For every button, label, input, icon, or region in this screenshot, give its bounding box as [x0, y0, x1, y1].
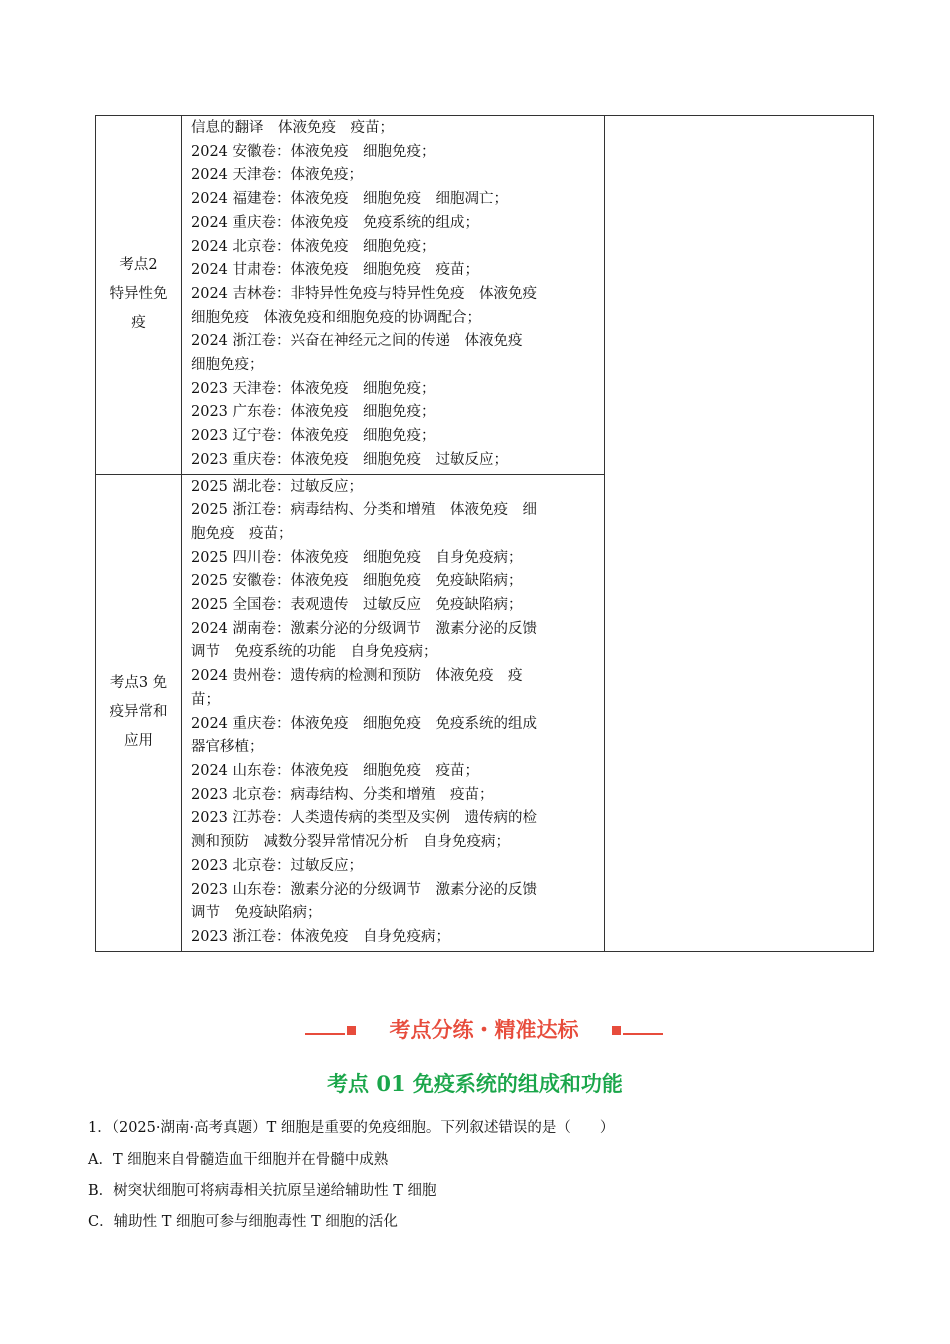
answer-option: A．T 细胞来自骨髓造血干细胞并在骨髓中成熟: [88, 1152, 389, 1168]
topic-cell: [96, 474, 182, 951]
paper-line: 胞免疫 疫苗；: [191, 525, 293, 542]
paper-line: 信息的翻译 体液免疫 疫苗；: [191, 120, 394, 136]
paper-line: 2024 山东卷：体液免疫 细胞免疫 疫苗；: [191, 762, 480, 779]
paper-line: 器官移植；: [191, 739, 264, 756]
paper-line: 2023 广东卷：体液免疫 细胞免疫；: [191, 404, 436, 421]
paper-line: 2024 甘肃卷：体液免疫 细胞免疫 疫苗；: [191, 262, 480, 279]
paper-line: 2024 重庆卷：体液免疫 细胞免疫 免疫系统的组成: [191, 715, 538, 732]
exam-topic-table: [95, 115, 874, 952]
paper-line: 2024 安徽卷：体液免疫 细胞免疫；: [191, 143, 436, 160]
paper-line: 苗；: [191, 691, 220, 708]
banner-square-icon: [347, 1026, 356, 1035]
question-stem: 1．（2025·湖南·高考真题）T 细胞是重要的免疫细胞。下列叙述错误的是（ ）: [88, 1120, 615, 1136]
paper-line: 细胞免疫 体液免疫和细胞免疫的协调配合；: [191, 309, 481, 326]
paper-line: 调节 免疫系统的功能 自身免疫病；: [191, 644, 438, 661]
exam-papers-cell: [182, 474, 605, 951]
banner-square-icon: [612, 1026, 621, 1035]
paper-line: 2024 浙江卷：兴奋在神经元之间的传递 体液免疫: [191, 333, 523, 350]
topic-label: 特异性免: [109, 286, 168, 303]
exam-papers-cell: [182, 116, 605, 475]
paper-line: 2023 浙江卷：体液免疫 自身免疫病；: [191, 928, 451, 945]
banner-text: 考点分练・精准达标: [389, 1018, 579, 1042]
paper-line: 2023 北京卷：病毒结构、分类和增殖 疫苗；: [191, 786, 494, 803]
paper-line: 2024 贵州卷：遗传病的检测和预防 体液免疫 疫: [191, 668, 523, 685]
paper-line: 细胞免疫；: [191, 357, 264, 374]
topic-label: 考点2: [119, 257, 158, 274]
topic-label: 疫: [131, 315, 146, 332]
section-banner: [305, 1010, 663, 1048]
paper-line: 2024 湖南卷：激素分泌的分级调节 激素分泌的反馈: [191, 620, 538, 637]
paper-line: 2024 重庆卷：体液免疫 免疫系统的组成；: [191, 214, 480, 231]
banner-rule-left: [305, 1033, 345, 1035]
paper-line: 2023 山东卷：激素分泌的分级调节 激素分泌的反馈: [191, 881, 538, 898]
paper-line: 2025 全国卷：表观遗传 过敏反应 免疫缺陷病；: [191, 597, 523, 614]
topic-label: 应用: [124, 733, 153, 750]
paper-line: 测和预防 减数分裂异常情况分析 自身免疫病；: [191, 834, 510, 851]
topic-cell: [96, 116, 182, 475]
topic-label: 考点3 免: [109, 675, 168, 692]
table-row: [96, 116, 874, 475]
topic-label: 疫异常和: [109, 704, 168, 721]
paper-line: 2025 浙江卷：病毒结构、分类和增殖 体液免疫 细: [191, 502, 538, 519]
notes-cell: [605, 116, 874, 952]
paper-line: 2023 北京卷：过敏反应；: [191, 857, 364, 874]
paper-line: 调节 免疫缺陷病；: [191, 905, 322, 922]
paper-line: 2025 湖北卷：过敏反应；: [191, 478, 364, 495]
paper-line: 2025 安徽卷：体液免疫 细胞免疫 免疫缺陷病；: [191, 573, 523, 590]
banner-rule-right: [623, 1033, 663, 1035]
paper-line: 2023 辽宁卷：体液免疫 细胞免疫；: [191, 428, 436, 445]
answer-option: C．辅助性 T 细胞可参与细胞毒性 T 细胞的活化: [88, 1214, 398, 1230]
paper-line: 2024 北京卷：体液免疫 细胞免疫；: [191, 238, 436, 255]
paper-line: 2024 吉林卷：非特异性免疫与特异性免疫 体液免疫: [191, 285, 538, 302]
paper-line: 2023 江苏卷：人类遗传病的类型及实例 遗传病的检: [191, 810, 538, 827]
paper-line: 2025 四川卷：体液免疫 细胞免疫 自身免疫病；: [191, 549, 523, 566]
paper-line: 2024 福建卷：体液免疫 细胞免疫 细胞凋亡；: [191, 191, 509, 208]
paper-line: 2024 天津卷：体液免疫；: [191, 167, 364, 184]
paper-line: 2023 重庆卷：体液免疫 细胞免疫 过敏反应；: [191, 451, 509, 468]
paper-line: 2023 天津卷：体液免疫 细胞免疫；: [191, 380, 436, 397]
answer-option: B．树突状细胞可将病毒相关抗原呈递给辅助性 T 细胞: [88, 1183, 437, 1199]
section-title: 考点 01 免疫系统的组成和功能: [327, 1071, 623, 1096]
